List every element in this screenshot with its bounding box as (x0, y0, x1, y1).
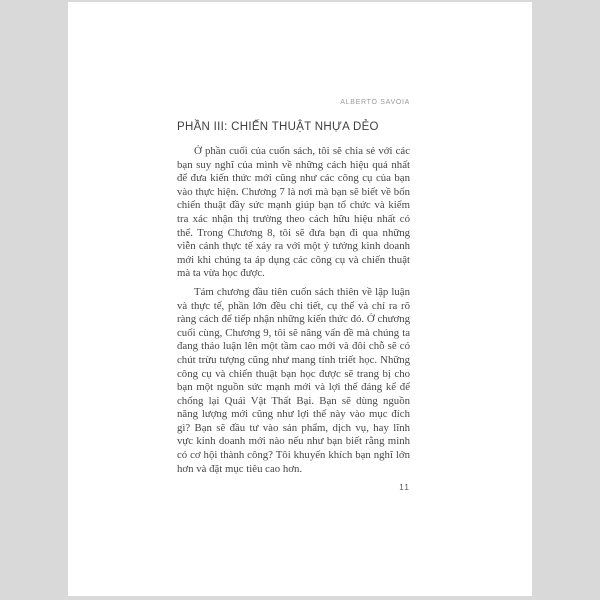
body-paragraph-2: Tám chương đầu tiên cuốn sách thiên về lập luận và thực tế, phần lớn đều chi tiết, cụ thể và chỉ ra rõ ràng cách để tiếp nhận những kiến thức đó. Ở chương cuối cùng, Chương 9, tôi sẽ nâng vấn đề mà chúng ta đang thảo luận lên một tầm cao mới và đôi chỗ sẽ có chút trừu tượng cũng như mang tính triết học. Những công cụ và chiến thuật bạn học được sẽ trang bị cho bạn một nguồn sức mạnh mới và lợi thế đáng kể để chống lại Quái Vật Thất Bại. Bạn sẽ dùng nguồn năng lượng mới cũng như lợi thế này vào mục đích gì? Bạn sẽ đầu tư vào sản phẩm, dịch vụ, hay lĩnh vực kinh doanh mới nào nếu như bạn biết rằng mình có cơ hội thành công? Tôi khuyến khích bạn nghĩ lớn hơn và đặt mục tiêu cao hơn. (177, 285, 410, 475)
body-text (177, 145, 410, 481)
section-heading: PHẦN III: CHIẾN THUẬT NHỰA DẺO (177, 121, 379, 133)
book-page (68, 2, 532, 596)
running-header-author: ALBERTO SAVOIA (340, 99, 410, 106)
text-column (177, 2, 410, 596)
page-number: 11 (399, 482, 410, 492)
body-paragraph-1: Ở phần cuối của cuốn sách, tôi sẽ chia sẻ với các bạn suy nghĩ của mình về những cách hiệu quả nhất để đưa kiến thức mới cũng như các công cụ của bạn vào thực hiện. Chương 7 là nơi mà bạn sẽ biết về bốn chiến thuật đầy sức mạnh giúp bạn tổ chức và kiểm tra xác nhận thị trường theo cách hữu hiệu nhất có thể. Trong Chương 8, tôi sẽ đưa bạn đi qua những viễn cảnh thực tế xảy ra với một ý tưởng kinh doanh mới khi chúng ta áp dụng các công cụ và chiến thuật mà ta vừa học được. (177, 145, 410, 280)
